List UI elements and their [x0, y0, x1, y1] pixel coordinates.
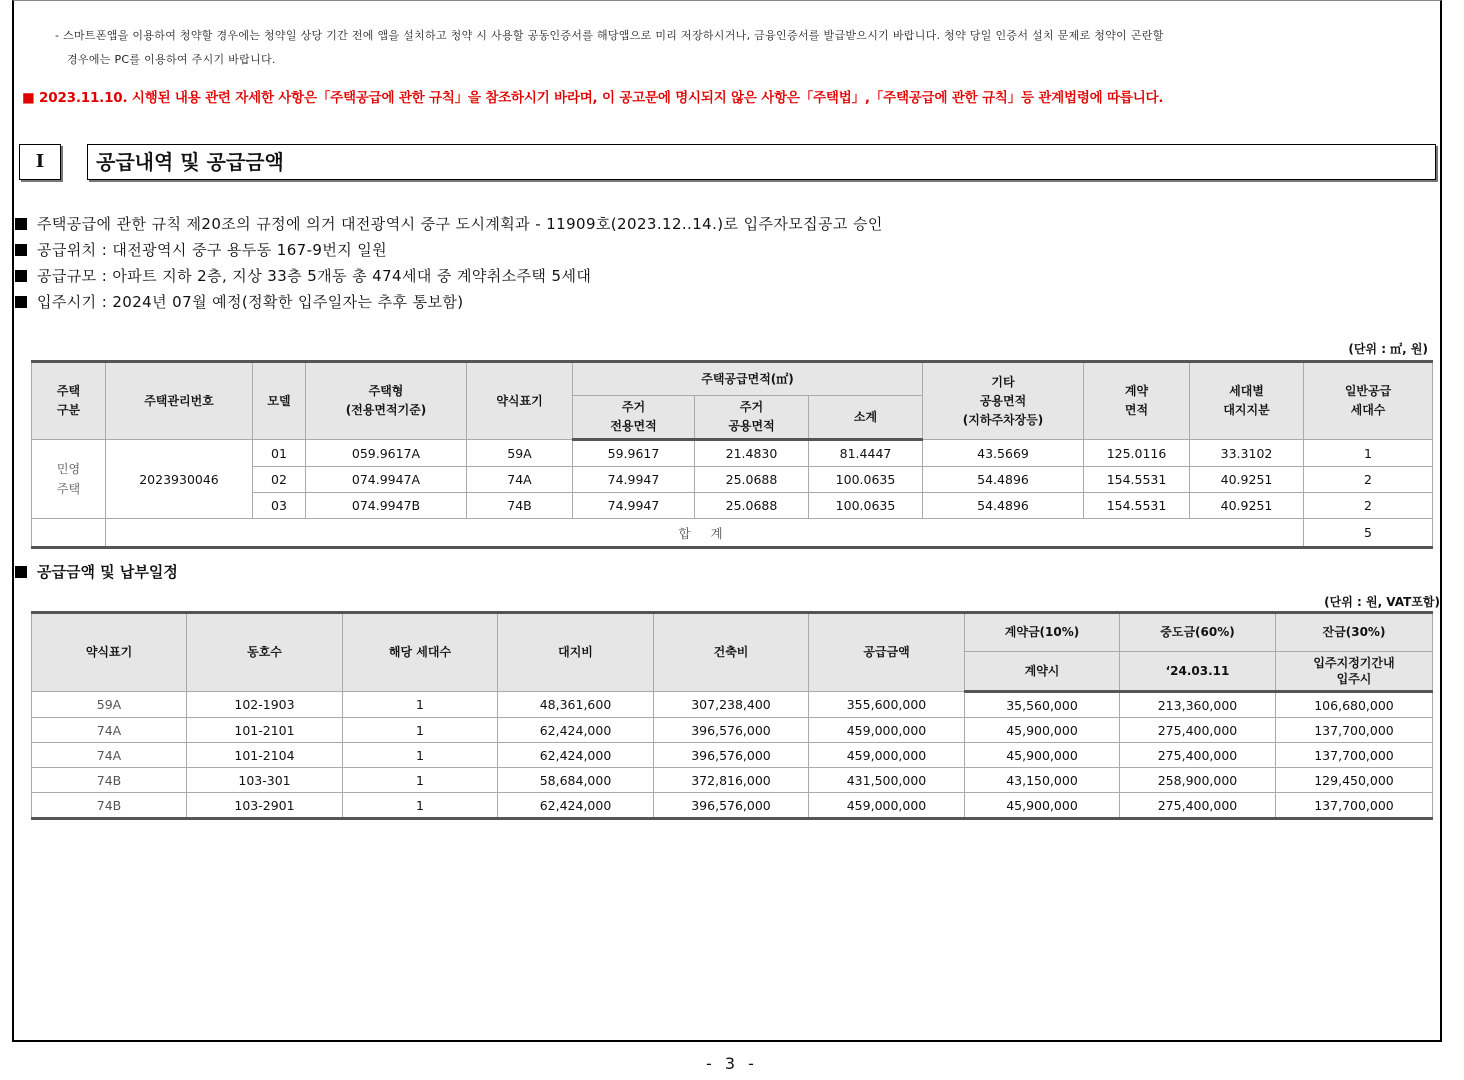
table-row: [32, 440, 1433, 467]
supply-count-cell: 2: [1304, 493, 1433, 519]
table-header-row: [32, 613, 1433, 652]
exclusive-area-cell: 74.9947: [573, 493, 695, 519]
land-cost-cell: 62,424,000: [498, 793, 654, 819]
housing-category-cell: 민영 주택: [32, 440, 106, 519]
header-exclusive-area: 주거 전용면적: [573, 396, 695, 440]
header-unit-count: 해당 세대수: [343, 613, 498, 692]
header-abbreviation: 약식표기: [32, 613, 187, 692]
building-cost-cell: 396,576,000: [654, 793, 809, 819]
building-cost-cell: 396,576,000: [654, 718, 809, 743]
table2-unit: (단위 : 원, VAT포함): [1324, 595, 1440, 609]
unit-number-cell: 101-2104: [187, 743, 343, 768]
header-land-share: 세대별 대지지분: [1190, 362, 1304, 440]
common-area-cell: 21.4830: [695, 440, 809, 467]
balance-cell: 137,700,000: [1276, 743, 1433, 768]
header-interim: 중도금(60%): [1120, 613, 1276, 652]
header-interim-timing: ‘24.03.11: [1120, 652, 1276, 692]
supply-price-cell: 459,000,000: [809, 793, 965, 819]
abbreviation-cell: 74A: [32, 718, 187, 743]
total-label: 합 계: [106, 519, 1304, 548]
header-building-cost: 건축비: [654, 613, 809, 692]
other-area-cell: 43.5669: [923, 440, 1084, 467]
header-model: 모델: [253, 362, 306, 440]
land-share-cell: 33.3102: [1190, 440, 1304, 467]
interim-cell: 213,360,000: [1120, 692, 1276, 718]
header-land-cost: 대지비: [498, 613, 654, 692]
header-supply-price: 공급금액: [809, 613, 965, 692]
sub-heading: [15, 561, 178, 582]
supply-price-table: [31, 611, 1433, 820]
land-share-cell: 40.9251: [1190, 493, 1304, 519]
header-house-type: 주택형 (전용면적기준): [306, 362, 467, 440]
empty-cell: [32, 519, 106, 548]
header-management-number: 주택관리번호: [106, 362, 253, 440]
bullet-location: [15, 237, 883, 263]
table-row: [32, 743, 1433, 768]
balance-cell: 106,680,000: [1276, 692, 1433, 718]
table1-unit: (단위 : ㎡, 원): [1348, 342, 1428, 356]
land-share-cell: 40.9251: [1190, 467, 1304, 493]
section-title: 공급내역 및 공급금액: [87, 144, 1436, 180]
header-contract-area: 계약 면적: [1084, 362, 1190, 440]
contract-area-cell: 125.0116: [1084, 440, 1190, 467]
abbreviation-cell: 59A: [32, 692, 187, 718]
other-area-cell: 54.4896: [923, 493, 1084, 519]
table-header-row: [32, 362, 1433, 396]
bullet-move-in: [15, 289, 883, 315]
unit-number-cell: 103-301: [187, 768, 343, 793]
balance-cell: 137,700,000: [1276, 793, 1433, 819]
unit-number-cell: 102-1903: [187, 692, 343, 718]
supply-price-cell: 459,000,000: [809, 718, 965, 743]
abbreviation-cell: 74B: [32, 768, 187, 793]
table-row: [32, 768, 1433, 793]
unit-count-cell: 1: [343, 768, 498, 793]
subtotal-cell: 81.4447: [809, 440, 923, 467]
contract-area-cell: 154.5531: [1084, 467, 1190, 493]
land-cost-cell: 62,424,000: [498, 718, 654, 743]
square-bullet-icon: [15, 566, 27, 578]
land-cost-cell: 58,684,000: [498, 768, 654, 793]
common-area-cell: 25.0688: [695, 493, 809, 519]
interim-cell: 275,400,000: [1120, 743, 1276, 768]
supply-price-cell: 431,500,000: [809, 768, 965, 793]
house-type-cell: 059.9617A: [306, 440, 467, 467]
header-general-supply-count: 일반공급 세대수: [1304, 362, 1433, 440]
supply-count-cell: 2: [1304, 467, 1433, 493]
subtotal-cell: 100.0635: [809, 467, 923, 493]
supply-price-cell: 459,000,000: [809, 743, 965, 768]
header-balance: 잔금(30%): [1276, 613, 1433, 652]
supply-price-cell: 355,600,000: [809, 692, 965, 718]
deposit-cell: 45,900,000: [965, 793, 1120, 819]
supply-count-cell: 1: [1304, 440, 1433, 467]
unit-count-cell: 1: [343, 692, 498, 718]
square-bullet-icon: [15, 270, 27, 282]
bullet-approval: [15, 211, 883, 237]
page-number: - 3 -: [706, 1054, 758, 1073]
common-area-cell: 25.0688: [695, 467, 809, 493]
header-deposit: 계약금(10%): [965, 613, 1120, 652]
bullet-text: 공급위치 : 대전광역시 중구 용두동 167-9번지 일원: [37, 241, 388, 259]
header-supply-area: 주택공급면적(㎡): [573, 362, 923, 396]
model-cell: 01: [253, 440, 306, 467]
deposit-cell: 35,560,000: [965, 692, 1120, 718]
balance-cell: 129,450,000: [1276, 768, 1433, 793]
table-row: [32, 793, 1433, 819]
square-bullet-icon: [15, 218, 27, 230]
intro-line-2: 경우에는 PC를 이용하여 주시기 바랍니다.: [67, 53, 276, 66]
unit-count-cell: 1: [343, 793, 498, 819]
building-cost-cell: 307,238,400: [654, 692, 809, 718]
abbreviation-cell: 74A: [32, 743, 187, 768]
bullet-text: 공급규모 : 아파트 지하 2층, 지상 33층 5개동 총 474세대 중 계약취소주택 5세대: [37, 267, 592, 285]
model-cell: 03: [253, 493, 306, 519]
intro-notice: [55, 24, 1445, 72]
house-type-cell: 074.9947B: [306, 493, 467, 519]
total-count: 5: [1304, 519, 1433, 548]
bullet-text: 주택공급에 관한 규칙 제20조의 규정에 의거 대전광역시 중구 도시계획과 - 11909호(2023.12..14.)로 입주자모집공고 승인: [37, 215, 883, 233]
abbreviation-cell: 74A: [467, 467, 573, 493]
header-subtotal: 소계: [809, 396, 923, 440]
other-area-cell: 54.4896: [923, 467, 1084, 493]
exclusive-area-cell: 74.9947: [573, 467, 695, 493]
abbreviation-cell: 74B: [467, 493, 573, 519]
summary-bullets: [15, 211, 883, 315]
unit-number-cell: 103-2901: [187, 793, 343, 819]
model-cell: 02: [253, 467, 306, 493]
header-deposit-timing: 계약시: [965, 652, 1120, 692]
interim-cell: 275,400,000: [1120, 718, 1276, 743]
land-cost-cell: 62,424,000: [498, 743, 654, 768]
land-cost-cell: 48,361,600: [498, 692, 654, 718]
interim-cell: 275,400,000: [1120, 793, 1276, 819]
regulation-notice: ■ 2023.11.10. 시행된 내용 관련 자세한 사항은「주택공급에 관한 규칙」을 참조하시기 바라며, 이 공고문에 명시되지 않은 사항은「주택법」,「주택공급에 관한 규칙」등 관계법령에 따릅니다.: [22, 90, 1164, 106]
building-cost-cell: 372,816,000: [654, 768, 809, 793]
header-abbreviation: 약식표기: [467, 362, 573, 440]
exclusive-area-cell: 59.9617: [573, 440, 695, 467]
unit-number-cell: 101-2101: [187, 718, 343, 743]
abbreviation-cell: 59A: [467, 440, 573, 467]
header-housing-category: 주택 구분: [32, 362, 106, 440]
unit-count-cell: 1: [343, 718, 498, 743]
subtotal-cell: 100.0635: [809, 493, 923, 519]
header-balance-timing: 입주지정기간내 입주시: [1276, 652, 1433, 692]
intro-line-1: - 스마트폰앱을 이용하여 청약할 경우에는 청약일 상당 기간 전에 앱을 설치하고 청약 시 사용할 공동인증서를 해당앱으로 미리 저장하시거나, 금융인증서를 발급받으시기 바랍니다. 청약 당일 인증서 설치 문제로 청약이 곤란할: [55, 29, 1164, 42]
header-other-common-area: 기타 공용면적 (지하주차장등): [923, 362, 1084, 440]
section-number: I: [19, 144, 61, 180]
contract-area-cell: 154.5531: [1084, 493, 1190, 519]
abbreviation-cell: 74B: [32, 793, 187, 819]
house-type-cell: 074.9947A: [306, 467, 467, 493]
building-cost-cell: 396,576,000: [654, 743, 809, 768]
sub-heading-text: 공급금액 및 납부일정: [37, 563, 178, 581]
bullet-text: 입주시기 : 2024년 07월 예정(정확한 입주일자는 추후 통보함): [37, 293, 464, 311]
bullet-scale: [15, 263, 883, 289]
deposit-cell: 45,900,000: [965, 718, 1120, 743]
deposit-cell: 43,150,000: [965, 768, 1120, 793]
total-row: [32, 519, 1433, 548]
balance-cell: 137,700,000: [1276, 718, 1433, 743]
table-row: [32, 692, 1433, 718]
deposit-cell: 45,900,000: [965, 743, 1120, 768]
square-bullet-icon: [15, 244, 27, 256]
interim-cell: 258,900,000: [1120, 768, 1276, 793]
square-bullet-icon: [15, 296, 27, 308]
table-row: [32, 718, 1433, 743]
unit-count-cell: 1: [343, 743, 498, 768]
header-common-area: 주거 공용면적: [695, 396, 809, 440]
supply-details-table: [31, 360, 1433, 549]
management-number-cell: 2023930046: [106, 440, 253, 519]
header-unit-number: 동호수: [187, 613, 343, 692]
